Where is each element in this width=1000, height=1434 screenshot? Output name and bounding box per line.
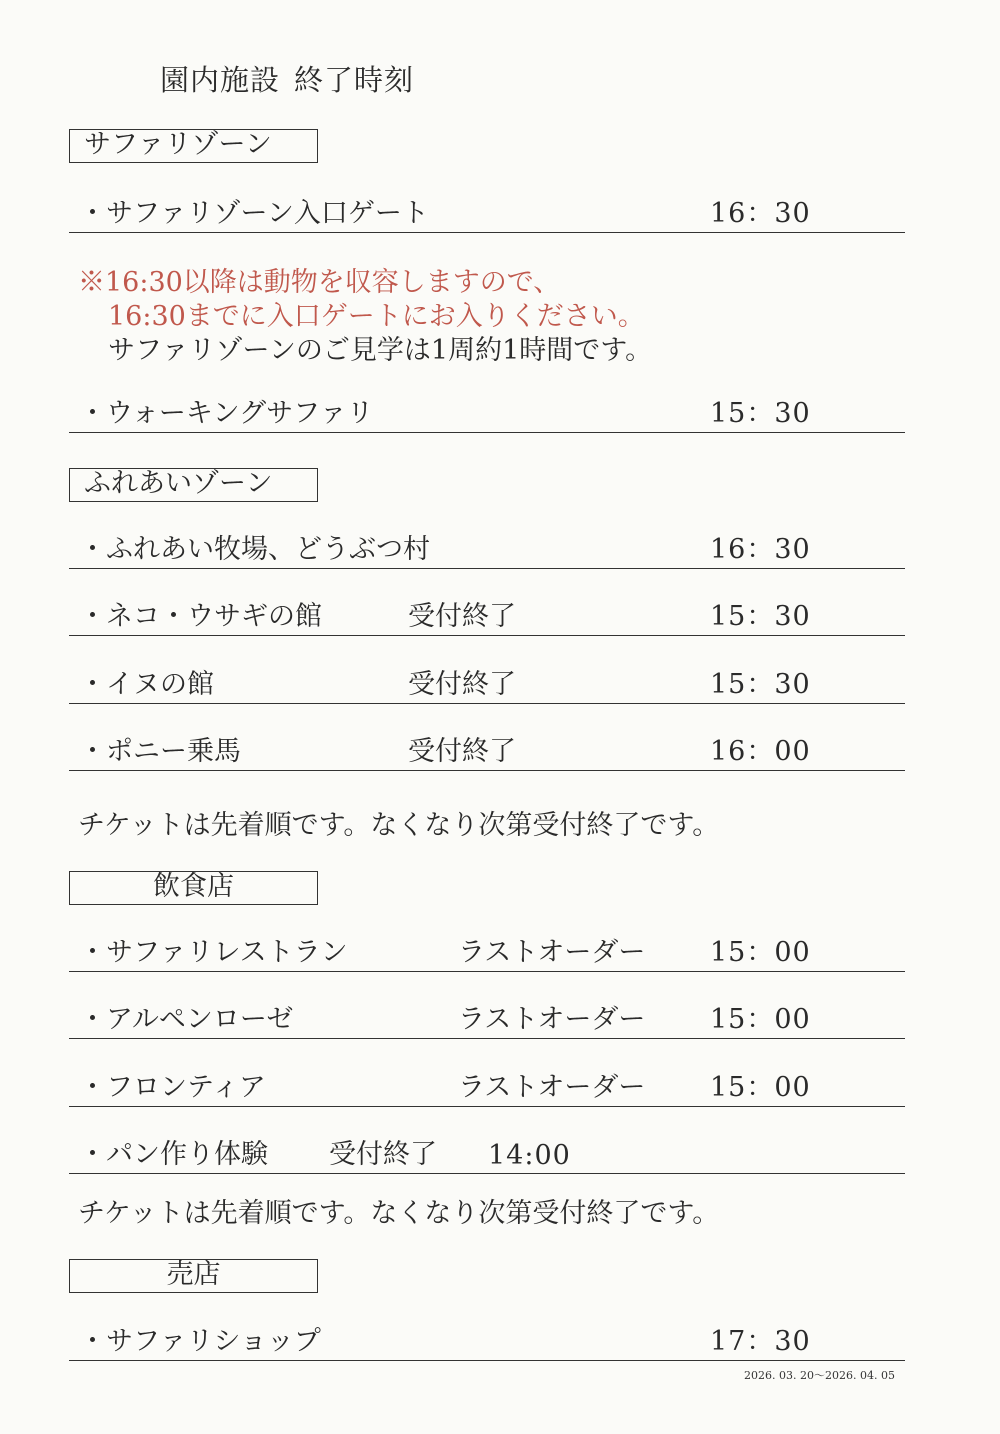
item-status: 受付終了 [329, 1139, 437, 1170]
title-closing-time: 終了時刻 [294, 63, 415, 97]
section-heading-safari-zone: サファリゾーン [69, 129, 318, 163]
list-item-alpenrose [69, 998, 905, 1039]
list-item-dog-house [69, 663, 905, 704]
item-status: 受付終了 [408, 736, 516, 767]
ticket-note-restaurants: チケットは先着順です。なくなり次第受付終了です。 [78, 1198, 720, 1229]
item-status: ラストオーダー [458, 1072, 646, 1103]
item-name: ・ふれあい牧場、どうぶつ村 [79, 534, 430, 565]
item-time: 15：30 [710, 601, 811, 632]
item-time: 16：00 [710, 736, 811, 767]
list-item-pony-riding [69, 730, 905, 771]
item-status: ラストオーダー [458, 1004, 646, 1035]
item-name: ・サファリショップ [79, 1326, 321, 1357]
list-item-walking-safari [69, 392, 905, 433]
item-time: 15：00 [710, 1004, 811, 1035]
item-name: ・パン作り体験 [79, 1139, 268, 1170]
list-item-fureai-farm [69, 528, 905, 569]
title-facilities: 園内施設 [160, 63, 281, 97]
item-time: 17：30 [710, 1326, 811, 1357]
item-time: 15：00 [710, 1072, 811, 1103]
list-item-frontier [69, 1066, 905, 1107]
item-status: ラストオーダー [458, 937, 646, 968]
item-name: ・イヌの館 [79, 669, 214, 700]
section-heading-restaurants: 飲食店 [69, 871, 318, 905]
list-item-cat-rabbit-house [69, 595, 905, 636]
list-item-bread-making [69, 1133, 905, 1174]
item-time: 15：30 [710, 398, 811, 429]
section-heading-fureai-zone: ふれあいゾーン [69, 468, 318, 502]
section-heading-shop: 売店 [69, 1259, 318, 1293]
item-status: 受付終了 [408, 601, 516, 632]
item-name: ・アルペンローゼ [79, 1004, 294, 1035]
item-name: ・サファリゾーン入口ゲート [79, 198, 429, 229]
safari-warning-line-1: ※16:30以降は動物を収容しますので、 [78, 267, 561, 298]
item-name: ・フロンティア [79, 1072, 266, 1103]
item-time: 16：30 [710, 534, 811, 565]
page-title [160, 58, 414, 99]
item-name: ・サファリレストラン [79, 937, 348, 968]
item-status: 受付終了 [408, 669, 516, 700]
validity-period: 2026. 03. 20～2026. 04. 05 [744, 1369, 895, 1382]
list-item-safari-shop [69, 1320, 905, 1361]
item-time: 15：00 [710, 937, 811, 968]
item-name: ・ウォーキングサファリ [79, 398, 374, 429]
item-time: 14:00 [488, 1140, 571, 1171]
item-time: 16：30 [710, 198, 811, 229]
safari-warning-line-2: 16:30までに入口ゲートにお入りください。 [108, 301, 645, 332]
ticket-note-fureai: チケットは先着順です。なくなり次第受付終了です。 [78, 810, 720, 841]
item-name: ・ネコ・ウサギの館 [79, 601, 322, 632]
item-time: 15：30 [710, 669, 811, 700]
list-item-safari-gate [69, 192, 905, 233]
safari-tour-duration-note: サファリゾーンのご見学は1周約1時間です。 [108, 335, 653, 366]
list-item-safari-restaurant [69, 931, 905, 972]
item-name: ・ポニー乗馬 [79, 736, 241, 767]
